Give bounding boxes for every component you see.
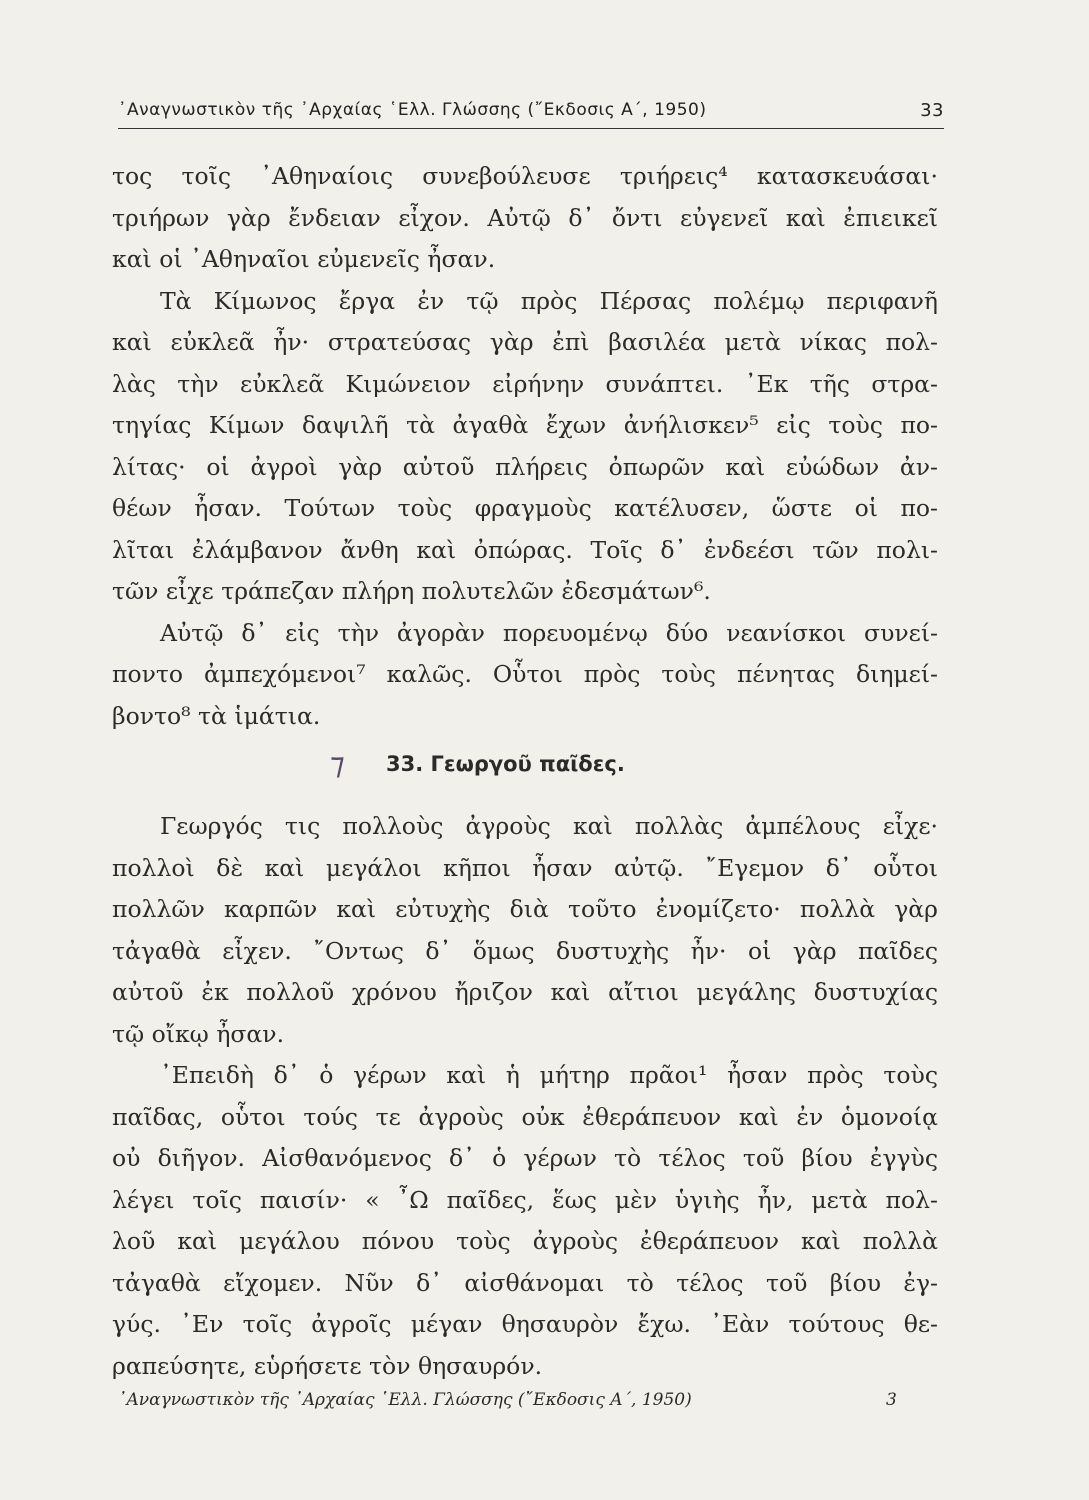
text-line: Γεωργός τις πολλοὺς ἀγροὺς καὶ πολλὰς ἀμπέλους εἶχε· xyxy=(160,812,938,840)
text-line: καὶ οἱ ᾿Αθηναῖοι εὐμενεῖς ἦσαν. xyxy=(112,245,496,273)
signature-number: 3 xyxy=(886,1390,897,1410)
text-line: θέων ἦσαν. Τούτων τοὺς φραγμοὺς κατέλυσεν, ὥστε οἱ πο- xyxy=(112,494,938,522)
body-text-lower xyxy=(112,806,938,1387)
text-line: παῖδας, οὗτοι τούς τε ἀγροὺς οὐκ ἐθεράπευον καὶ ἐν ὁμονοίᾳ xyxy=(112,1102,938,1131)
text-line: λὰς τὴν εὐκλεᾶ Κιμώνειον εἰρήνην συνάπτει. ᾿Εκ τῆς στρα- xyxy=(112,369,938,398)
text-line: τος τοῖς ᾿Αθηναίοις συνεβούλευσε τριήρεις⁴ κατασκευάσαι· xyxy=(112,162,938,190)
text-line: Αὐτῷ δ᾿ εἰς τὴν ἀγορὰν πορευομένῳ δύο νεανίσκοι συνεί- xyxy=(160,618,938,647)
text-line: τἀγαθὰ εἶχεν. ῎Οντως δ᾿ ὅμως δυστυχὴς ἦν· οἱ γὰρ παῖδες xyxy=(112,936,938,965)
handwritten-mark: ⁊ xyxy=(330,747,345,782)
text-line: λίτας· οἱ ἀγροὶ γὰρ αὐτοῦ πλήρεις ὀπωρῶν καὶ εὐώδων ἀν- xyxy=(112,452,938,481)
text-line: καὶ εὐκλεᾶ ἦν· στρατεύσας γὰρ ἐπὶ βασιλέα μετὰ νίκας πολ- xyxy=(112,328,938,356)
text-line: βοντο⁸ τὰ ἱμάτια. xyxy=(112,701,321,730)
running-header xyxy=(118,98,944,129)
text-line: λῖται ἐλάμβανον ἄνθη καὶ ὀπώρας. Τοῖς δ᾿ ἐνδεέσι τῶν πολι- xyxy=(112,535,938,564)
text-line: ᾿Επειδὴ δ᾿ ὁ γέρων καὶ ἡ μήτηρ πρᾶοι¹ ἦσαν πρὸς τοὺς xyxy=(160,1061,938,1089)
text-line: ραπεύσητε, εὑρήσετε τὸν θησαυρόν. xyxy=(112,1351,543,1380)
text-line: πολλοὶ δὲ καὶ μεγάλοι κῆποι ἦσαν αὐτῷ. ῎Εγεμον δ᾿ οὗτοι xyxy=(112,853,938,882)
section-heading: 33. Γεωργοῦ παῖδες. xyxy=(386,752,625,776)
text-line: ποντο ἀμπεχόμενοι⁷ καλῶς. Οὗτοι πρὸς τοὺς πένητας διημεί- xyxy=(112,660,938,688)
header-title: ᾿Αναγνωστικὸν τῆς ᾿Αρχαίας ῾Ελλ. Γλώσσης (῎Εκδοσις Α΄, 1950) xyxy=(118,100,707,120)
text-line: λέγει τοῖς παισίν· « ῏Ω παῖδες, ἕως μὲν ὑγιὴς ἦν, μετὰ πολ- xyxy=(112,1185,938,1214)
body-text-upper xyxy=(112,156,938,737)
text-line: πολλῶν καρπῶν καὶ εὐτυχὴς διὰ τοῦτο ἐνομίζετο· πολλὰ γὰρ xyxy=(112,895,938,923)
text-line: τριήρων γὰρ ἔνδειαν εἶχον. Αὐτῷ δ᾿ ὄντι εὐγενεῖ καὶ ἐπιεικεῖ xyxy=(112,203,938,232)
text-line: τηγίας Κίμων δαψιλῆ τὰ ἀγαθὰ ἔχων ἀνήλισκεν⁵ εἰς τοὺς πο- xyxy=(112,411,938,439)
text-line: λοῦ καὶ μεγάλου πόνου τοὺς ἀγροὺς ἐθεράπευον καὶ πολλὰ xyxy=(112,1227,938,1255)
text-line: οὐ διῆγον. Αἰσθανόμενος δ᾿ ὁ γέρων τὸ τέλος τοῦ βίου ἐγγὺς xyxy=(112,1144,938,1172)
text-line: αὐτοῦ ἐκ πολλοῦ χρόνου ἤριζον καὶ αἴτιοι μεγάλης δυστυχίας xyxy=(112,978,938,1006)
text-line: τῶν εἶχε τράπεζαν πλήρη πολυτελῶν ἐδεσμάτων⁶. xyxy=(112,577,711,605)
text-line: Τὰ Κίμωνος ἔργα ἐν τῷ πρὸς Πέρσας πολέμῳ περιφανῆ xyxy=(160,286,938,315)
text-line: τῷ οἴκῳ ἦσαν. xyxy=(112,1019,285,1048)
text-line: γύς. ᾿Εν τοῖς ἀγροῖς μέγαν θησαυρὸν ἔχω. ᾿Εὰν τούτους θε- xyxy=(112,1310,938,1338)
page-number: 33 xyxy=(920,100,944,121)
footer-title: ᾿Αναγνωστικὸν τῆς ᾿Αρχαίας ῾Ελλ. Γλώσσης (῎Εκδοσις Α΄, 1950) xyxy=(118,1390,692,1410)
text-line: τἀγαθὰ εἴχομεν. Νῦν δ᾿ αἰσθάνομαι τὸ τέλος τοῦ βίου ἐγ- xyxy=(112,1268,938,1297)
